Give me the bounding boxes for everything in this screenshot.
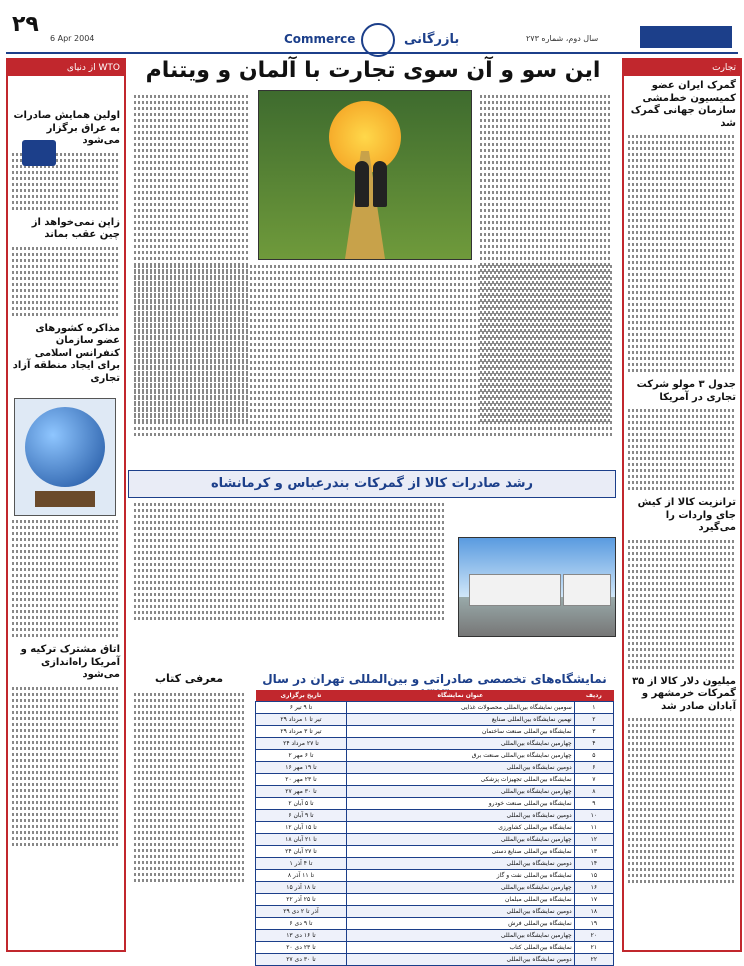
col-title: عنوان نمایشگاه xyxy=(346,690,574,702)
cell-date: ۲۴ تا ۲۷ مرداد xyxy=(256,738,347,750)
col-date: تاریخ برگزاری xyxy=(256,690,347,702)
cell-row: ۸ xyxy=(574,786,613,798)
cell-date: ۶ تا ۹ آبان xyxy=(256,810,347,822)
figure-silhouette xyxy=(355,161,369,207)
cell-title: نمایشگاه بین‌المللی تجهیزات پزشکی xyxy=(346,774,574,786)
wto-logo xyxy=(22,140,56,166)
figure-silhouette xyxy=(373,161,387,207)
book-section-title: معرفی کتاب xyxy=(154,672,224,685)
cell-title: چهارمین نمایشگاه بین‌المللی xyxy=(346,786,574,798)
text-lines xyxy=(134,265,612,436)
globe-icon xyxy=(361,23,395,57)
cell-row: ۱۹ xyxy=(574,918,613,930)
table-row xyxy=(256,870,614,882)
table-row xyxy=(256,894,614,906)
cell-title: نمایشگاه بین‌المللی فرش xyxy=(346,918,574,930)
cell-row: ۵ xyxy=(574,750,613,762)
text-lines xyxy=(628,135,736,372)
table-row xyxy=(256,822,614,834)
cell-date: ۶ تا ۹ دی xyxy=(256,918,347,930)
cell-row: ۱۱ xyxy=(574,822,613,834)
cell-title: نمایشگاه بین‌المللی نفت و گاز xyxy=(346,870,574,882)
table-row xyxy=(256,774,614,786)
cell-title: نمایشگاه بین‌المللی مبلمان xyxy=(346,894,574,906)
text-lines xyxy=(628,540,736,669)
illustration-handshake xyxy=(258,90,472,260)
exhibitions-table-title: نمایشگاه‌های تخصصی صادراتی و بین‌المللی تهران در سال xyxy=(262,672,607,686)
cell-title: نمایشگاه بین‌المللی صنایع دستی xyxy=(346,846,574,858)
table-row xyxy=(256,738,614,750)
book-review-text xyxy=(130,690,248,885)
table-row xyxy=(256,762,614,774)
right-item-title: جدول ۳ مولو شرکت تجاری در آمریکا xyxy=(636,379,736,403)
right-item-title: گمرک ایران عضو کمیسیون خط‌مشی سازمان جهانی گمرک شد xyxy=(630,80,736,129)
issue-number: سال دوم، شماره ۲۷۳ xyxy=(526,34,599,43)
cell-date: ۱۲ تا ۱۵ آبان xyxy=(256,822,347,834)
text-lines xyxy=(134,693,244,882)
left-item-title: اولین همایش صادرات به عراق برگزار می‌شود xyxy=(13,110,120,146)
cell-date: ۶ تا ۹ تیر xyxy=(256,702,347,714)
table-row xyxy=(256,906,614,918)
table-row xyxy=(256,714,614,726)
table-row xyxy=(256,726,614,738)
table-row xyxy=(256,942,614,954)
cell-date: ۲ تا ۶ مهر xyxy=(256,750,347,762)
cell-date: ۱ تا ۴ آذر xyxy=(256,858,347,870)
left-sidebar-head: از دنیای WTO xyxy=(8,60,124,76)
cell-row: ۱۶ xyxy=(574,882,613,894)
section-title-fa: بازرگانی xyxy=(404,32,460,47)
left-item-title: مذاکره کشورهای عضو سازمان کنفرانس اسلامی برای ایجاد منطقه آزاد تجاری xyxy=(12,322,120,384)
globe-icon xyxy=(25,407,105,487)
table-row xyxy=(256,786,614,798)
globe-base xyxy=(35,491,95,507)
right-sidebar-head: تجارت xyxy=(624,60,740,76)
cell-date: ۱۵ تا ۱۸ آذر xyxy=(256,882,347,894)
table-row xyxy=(256,834,614,846)
cell-title: چهارمین نمایشگاه بین‌المللی xyxy=(346,930,574,942)
cell-row: ۱۷ xyxy=(574,894,613,906)
cell-title: نمایشگاه بین‌المللی صنعت خودرو xyxy=(346,798,574,810)
cell-row: ۱۴ xyxy=(574,858,613,870)
right-item-title: ۳۵ میلیون دلار کالا از گمرکات خرمشهر و آبادان صادر شد xyxy=(632,675,736,712)
section-title-en: Commerce xyxy=(284,32,356,46)
text-lines xyxy=(628,409,736,490)
cell-title: سومین نمایشگاه بین‌المللی محصولات غذایی xyxy=(346,702,574,714)
table-row xyxy=(256,930,614,942)
table-row xyxy=(256,882,614,894)
text-lines xyxy=(134,503,446,620)
cell-date: ۲ تا ۵ آبان xyxy=(256,798,347,810)
cell-date: ۱۸ تا ۲۱ آبان xyxy=(256,834,347,846)
page-header xyxy=(6,4,738,54)
table-row xyxy=(256,798,614,810)
page-number: ٢٩ xyxy=(12,12,39,37)
cell-title: دومین نمایشگاه بین‌المللی xyxy=(346,906,574,918)
cell-row: ۴ xyxy=(574,738,613,750)
text-lines xyxy=(12,520,120,637)
cell-title: چهارمین نمایشگاه بین‌المللی xyxy=(346,738,574,750)
cell-row: ۷ xyxy=(574,774,613,786)
text-lines xyxy=(12,247,120,316)
table-row xyxy=(256,918,614,930)
cell-date: ۲۲ تا ۲۵ آذر xyxy=(256,894,347,906)
cell-row: ۱۲ xyxy=(574,834,613,846)
cell-title: نهمین نمایشگاه بین‌المللی صنایع xyxy=(346,714,574,726)
cell-date: ۱۳ تا ۱۶ دی xyxy=(256,930,347,942)
right-item-title: ترانزیت کالا از کیش جای واردات را می‌گیرد xyxy=(637,497,736,533)
truck-graphic xyxy=(563,574,611,606)
col-row: ردیف xyxy=(574,690,613,702)
cell-row: ۱۰ xyxy=(574,810,613,822)
cell-title: چهارمین نمایشگاه بین‌المللی صنعت برق xyxy=(346,750,574,762)
cell-title: دومین نمایشگاه بین‌المللی xyxy=(346,858,574,870)
newspaper-logo xyxy=(640,26,732,48)
truck-graphic xyxy=(469,574,561,606)
table-row xyxy=(256,750,614,762)
trucks-photo xyxy=(458,537,616,637)
cell-row: ۲۱ xyxy=(574,942,613,954)
cell-row: ۱۸ xyxy=(574,906,613,918)
article-body xyxy=(130,500,450,623)
cell-date: ۲۷ تا ۳۰ دی xyxy=(256,954,347,966)
cell-row: ۲۲ xyxy=(574,954,613,966)
table-row xyxy=(256,954,614,966)
cell-row: ۱۵ xyxy=(574,870,613,882)
cell-title: دومین نمایشگاه بین‌المللی xyxy=(346,762,574,774)
cell-row: ۶ xyxy=(574,762,613,774)
exhibitions-table xyxy=(255,690,614,966)
right-sidebar xyxy=(622,58,742,952)
globe-photo xyxy=(14,398,116,516)
cell-row: ۹ xyxy=(574,798,613,810)
left-item-title: زاپن نمی‌خواهد از چین عقب بماند xyxy=(31,216,120,240)
cell-title: چهارمین نمایشگاه بین‌المللی xyxy=(346,882,574,894)
cell-date: ۱۶ تا ۱۹ مهر xyxy=(256,762,347,774)
text-lines xyxy=(628,718,736,883)
cell-date: ۸ تا ۱۱ آذر xyxy=(256,870,347,882)
cell-title: نمایشگاه بین‌المللی کشاورزی xyxy=(346,822,574,834)
cell-date: ۲۴ تا ۲۷ آبان xyxy=(256,846,347,858)
text-lines xyxy=(12,687,120,846)
cell-row: ۱ xyxy=(574,702,613,714)
cell-date: ۲۹ آذر تا ۲ دی xyxy=(256,906,347,918)
cell-row: ۳ xyxy=(574,726,613,738)
article-headline: رشد صادرات کالا از گمرکات بندرعباس و کرمانشاه xyxy=(128,470,616,498)
cell-row: ۱۳ xyxy=(574,846,613,858)
left-item-title: اتاق مشترک ترکیه و آمریکا راه‌اندازی می‌شود xyxy=(20,644,120,680)
cell-title: دومین نمایشگاه بین‌المللی xyxy=(346,810,574,822)
cell-title: دومین نمایشگاه بین‌المللی xyxy=(346,954,574,966)
cell-date: ۲۰ تا ۲۳ مهر xyxy=(256,774,347,786)
cell-title: نمایشگاه بین‌المللی صنعت ساختمان xyxy=(346,726,574,738)
article-body-lower xyxy=(130,262,616,439)
table-row xyxy=(256,846,614,858)
table-row xyxy=(256,702,614,714)
cell-date: ۲۷ تا ۳۰ مهر xyxy=(256,786,347,798)
table-row xyxy=(256,858,614,870)
cell-date: ۲۹ تیر تا ۳ مرداد xyxy=(256,726,347,738)
main-headline: این سو و آن سوی تجارت با آلمان و ویتنام xyxy=(145,58,601,83)
cell-row: ۲۰ xyxy=(574,930,613,942)
cell-title: نمایشگاه بین‌المللی کتاب xyxy=(346,942,574,954)
cell-title: چهارمین نمایشگاه بین‌المللی xyxy=(346,834,574,846)
table-row xyxy=(256,810,614,822)
cell-date: ۲۰ تا ۲۳ دی xyxy=(256,942,347,954)
issue-date: 6 Apr 2004 xyxy=(50,34,95,43)
cell-date: ۲۹ تیر تا ۱ مرداد xyxy=(256,714,347,726)
cell-row: ۲ xyxy=(574,714,613,726)
